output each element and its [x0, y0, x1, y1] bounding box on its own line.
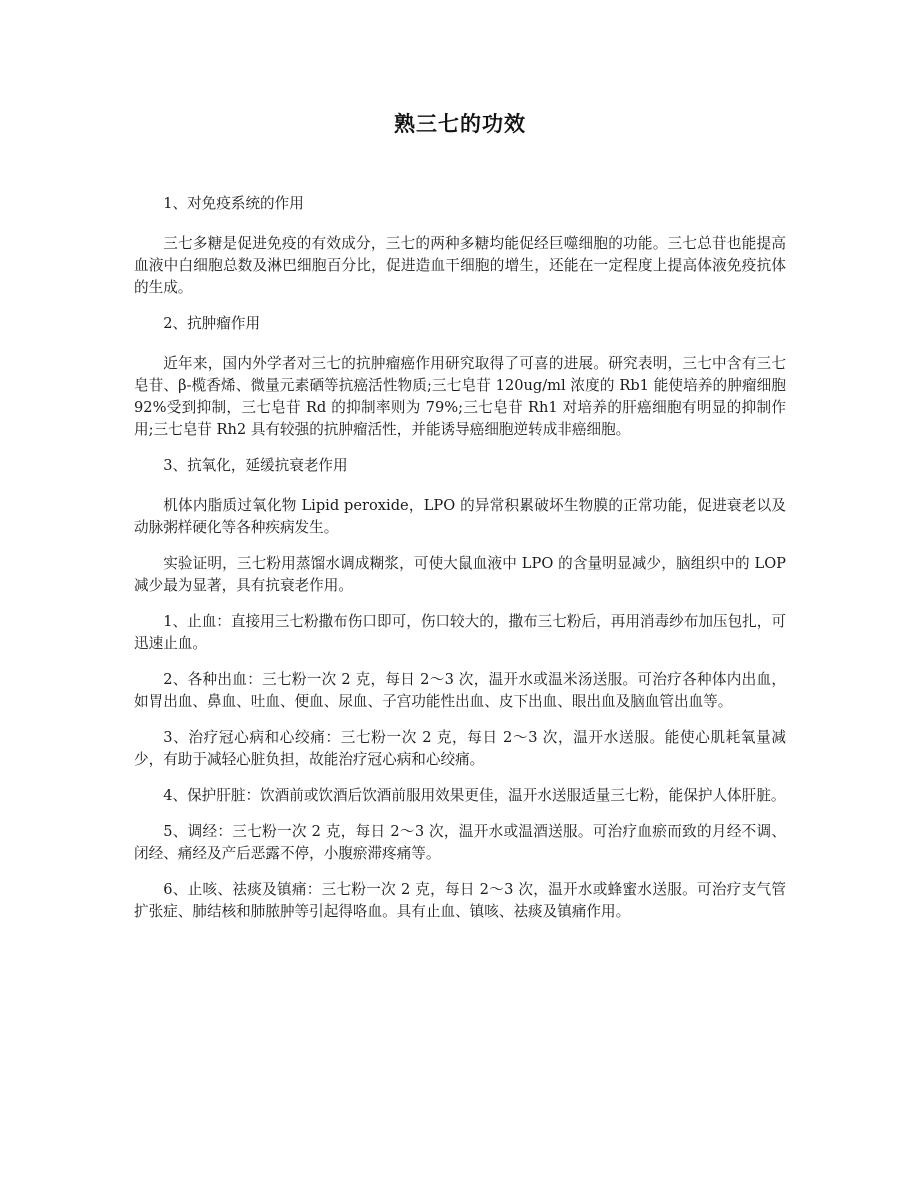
document-title: 熟三七的功效: [394, 111, 526, 136]
section-heading-antioxidant: 3、抗氧化，延缓抗衰老作用: [163, 457, 348, 474]
paragraph-experiment: 实验证明，三七粉用蒸馏水调成糊浆，可使大鼠血液中 LPO 的含量明显减少，脑组织中的 LOP 减少最为显著，具有抗衰老作用。: [134, 555, 786, 594]
section-heading-immune: 1、对免疫系统的作用: [163, 195, 304, 212]
list-item-heart-disease: 3、治疗冠心病和心绞痛：三七粉一次 2 克，每日 2～3 次，温开水送服。能使心肌耗氧量减少，有助于减轻心脏负担，故能治疗冠心病和心绞痛。: [134, 729, 786, 768]
document-body: [134, 193, 786, 937]
section-heading-antitumor: 2、抗肿瘤作用: [163, 315, 261, 332]
paragraph-antitumor: 近年来，国内外学者对三七的抗肿瘤癌作用研究取得了可喜的进展。研究表明，三七中含有三七皂苷、β-榄香烯、微量元素硒等抗癌活性物质;三七皂苷 120ug/ml 浓度的 Rb1 能使培养的肿瘤细胞 92%受到抑制，三七皂苷 Rd 的抑制率则为 79%;三七皂苷 Rh1 对培养的肝癌细胞有明显的抑制作用;三七皂苷 Rh2 具有较强的抗肿瘤活性，并能诱导癌细胞逆转成非癌细胞。: [134, 355, 786, 438]
paragraph-lipid-peroxide: 机体内脂质过氧化物 Lipid peroxide，LPO 的异常积累破坏生物膜的正常功能，促进衰老以及动脉粥样硬化等各种疾病发生。: [134, 497, 786, 536]
list-item-stop-bleeding: 1、止血：直接用三七粉撒布伤口即可，伤口较大的，撒布三七粉后，再用消毒纱布加压包扎，可迅速止血。: [134, 613, 786, 652]
list-item-liver-protection: 4、保护肝脏：饮酒前或饮酒后饮酒前服用效果更佳，温开水送服适量三七粉，能保护人体肝脏。: [163, 787, 786, 804]
list-item-cough-pain: 6、止咳、祛痰及镇痛：三七粉一次 2 克，每日 2～3 次，温开水或蜂蜜水送服。可治疗支气管扩张症、肺结核和肺脓肿等引起得咯血。具有止血、镇咳、祛痰及镇痛作用。: [134, 881, 786, 920]
list-item-various-bleeding: 2、各种出血：三七粉一次 2 克，每日 2～3 次，温开水或温米汤送服。可治疗各种体内出血，如胃出血、鼻血、吐血、便血、尿血、子宫功能性出血、皮下出血、眼出血及脑血管出血等。: [134, 671, 786, 710]
paragraph-immune: 三七多糖是促进免疫的有效成分，三七的两种多糖均能促经巨噬细胞的功能。三七总苷也能提高血液中白细胞总数及淋巴细胞百分比，促进造血干细胞的增生，还能在一定程度上提高体液免疫抗体的生成。: [134, 235, 786, 296]
list-item-menstruation: 5、调经：三七粉一次 2 克，每日 2～3 次，温开水或温酒送服。可治疗血瘀而致的月经不调、闭经、痛经及产后恶露不停，小腹瘀滞疼痛等。: [134, 823, 786, 862]
